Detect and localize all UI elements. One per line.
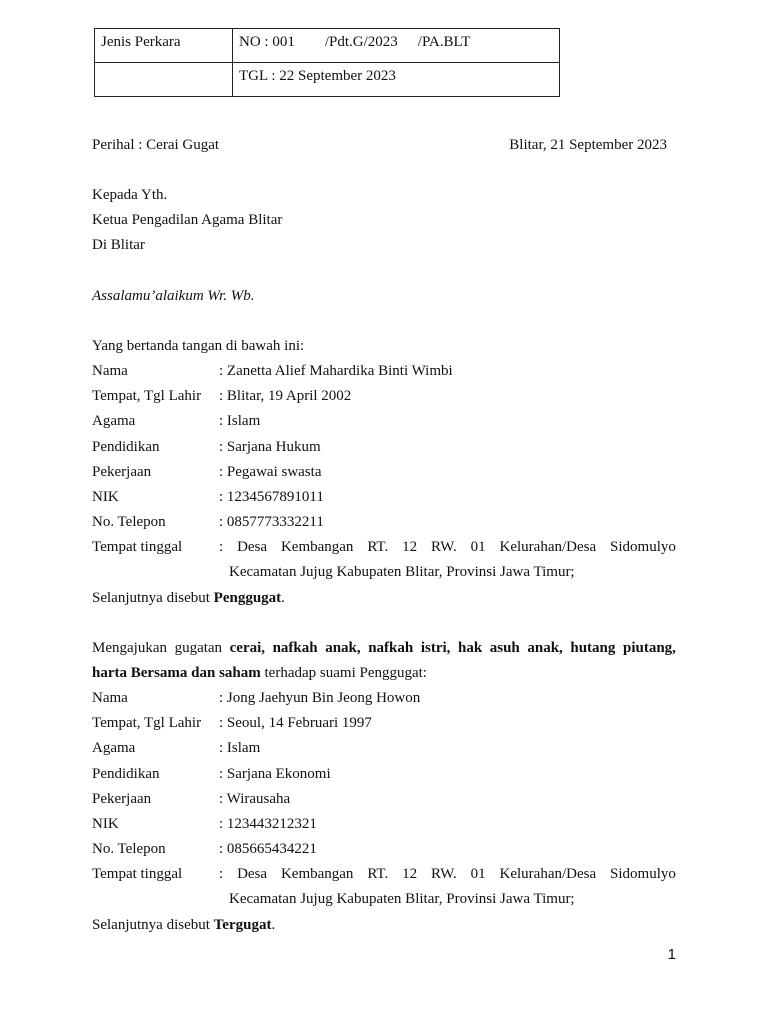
field-value: : Seoul, 14 Februari 1997 xyxy=(219,715,372,732)
field-label: No. Telepon xyxy=(92,841,166,858)
field-label: Nama xyxy=(92,690,128,706)
address-line-1 xyxy=(219,864,676,884)
gugatan-word: nafkah xyxy=(368,640,414,656)
field-label: Tempat, Tgl Lahir xyxy=(92,715,202,732)
field-value: : 0857773332211 xyxy=(219,514,324,531)
gugatan-word: cerai, xyxy=(229,640,266,656)
field-label: Pekerjaan xyxy=(92,790,152,807)
gugatan-line-1 xyxy=(92,638,676,658)
address-word: RT. xyxy=(367,866,389,883)
gugatan-word: nafkah xyxy=(272,640,318,656)
case-number-end: /PA.BLT xyxy=(417,34,471,50)
field-value: : 085665434221 xyxy=(219,841,317,858)
field-label: Pendidikan xyxy=(92,765,160,782)
address-word: 01 xyxy=(470,539,486,556)
field-value: : Islam xyxy=(219,413,261,430)
address-word: Kembangan xyxy=(280,539,354,556)
address-word: RT. xyxy=(367,539,389,556)
address-word: RW. xyxy=(431,539,457,556)
field-label: Pekerjaan xyxy=(92,463,152,480)
perihal: Perihal : Cerai Gugat xyxy=(92,137,220,153)
field-value: : 1234567891011 xyxy=(219,489,324,505)
intro-text: Yang bertanda tangan di bawah ini: xyxy=(92,338,305,354)
address-word: Sidomulyo xyxy=(610,539,676,556)
recipient-line-1: Kepada Yth. xyxy=(92,187,168,203)
case-header-table xyxy=(94,28,560,97)
address-word: Kembangan xyxy=(280,866,354,883)
address-word: RW. xyxy=(431,866,457,883)
case-number-mid: /Pdt.G/2023 xyxy=(324,34,398,50)
address-word: : xyxy=(219,866,224,883)
address-line-2: Kecamatan Jujug Kabupaten Blitar, Provinsi Jawa Timur; xyxy=(229,564,575,581)
gugatan-word: istri, xyxy=(420,640,451,656)
field-value: : Sarjana Ekonomi xyxy=(219,765,331,782)
recipient-line-3: Di Blitar xyxy=(92,237,145,253)
address-word: 01 xyxy=(470,866,486,883)
gugatan-line-2: harta Bersama dan saham terhadap suami Penggugat: xyxy=(92,665,427,681)
address-word: 12 xyxy=(402,866,418,883)
address-word: : xyxy=(219,539,224,556)
case-number-label: NO : 001 xyxy=(239,34,295,50)
recipient-line-2: Ketua Pengadilan Agama Blitar xyxy=(92,212,283,228)
empty-cell xyxy=(95,63,233,97)
field-label: NIK xyxy=(92,489,119,505)
closing-prefix: Selanjutnya disebut xyxy=(92,916,214,933)
gugatan-word: anak, xyxy=(527,640,563,656)
field-label: No. Telepon xyxy=(92,514,166,531)
address-word: Kelurahan/Desa xyxy=(499,539,597,556)
address-line-2: Kecamatan Jujug Kabupaten Blitar, Provinsi Jawa Timur; xyxy=(229,891,575,908)
gugatan-word: anak, xyxy=(325,640,361,656)
gugatan-word: gugatan xyxy=(174,640,223,656)
address-word: Desa xyxy=(237,539,268,556)
field-value: : 123443212321 xyxy=(219,816,317,832)
field-value: : Islam xyxy=(219,740,261,757)
tergugat-closing xyxy=(92,915,275,935)
field-value: : Jong Jaehyun Bin Jeong Howon xyxy=(219,690,421,706)
closing-suffix: . xyxy=(281,589,285,606)
case-date: TGL : 22 September 2023 xyxy=(233,63,560,97)
address-line-1 xyxy=(219,537,676,557)
gugatan-word: Mengajukan xyxy=(92,640,167,656)
field-label: Nama xyxy=(92,363,128,379)
gugatan-word: hak xyxy=(457,640,483,656)
jenis-perkara-label: Jenis Perkara xyxy=(95,29,233,63)
field-label: Agama xyxy=(92,413,136,430)
field-label: Pendidikan xyxy=(92,438,160,455)
field-label: NIK xyxy=(92,816,119,832)
field-value: : Sarjana Hukum xyxy=(219,438,321,455)
page-number: 1 xyxy=(667,946,676,963)
field-label: Tempat tinggal xyxy=(92,866,183,883)
closing-prefix: Selanjutnya disebut xyxy=(92,589,214,606)
address-word: 12 xyxy=(402,539,418,556)
party-role: Tergugat xyxy=(213,916,272,933)
field-value: : Pegawai swasta xyxy=(219,463,322,480)
gugatan-word: piutang, xyxy=(622,640,676,656)
closing-suffix: . xyxy=(271,916,276,933)
field-label: Tempat, Tgl Lahir xyxy=(92,388,202,405)
penggugat-closing xyxy=(92,588,285,608)
party-role: Penggugat xyxy=(213,589,282,606)
field-value: : Zanetta Alief Mahardika Binti Wimbi xyxy=(219,363,453,379)
field-label: Tempat tinggal xyxy=(92,539,183,556)
greeting: Assalamu’alaikum Wr. Wb. xyxy=(92,288,255,304)
address-word: Kelurahan/Desa xyxy=(499,866,597,883)
field-value: : Blitar, 19 April 2002 xyxy=(219,388,352,405)
place-date: Blitar, 21 September 2023 xyxy=(509,137,667,153)
case-number-cell xyxy=(233,29,560,63)
field-label: Agama xyxy=(92,740,136,757)
address-word: Sidomulyo xyxy=(610,866,676,883)
gugatan-word: hutang xyxy=(570,640,616,656)
field-value: : Wirausaha xyxy=(219,790,291,807)
gugatan-paragraph xyxy=(92,638,676,681)
gugatan-word: asuh xyxy=(489,640,520,656)
address-word: Desa xyxy=(237,866,268,883)
